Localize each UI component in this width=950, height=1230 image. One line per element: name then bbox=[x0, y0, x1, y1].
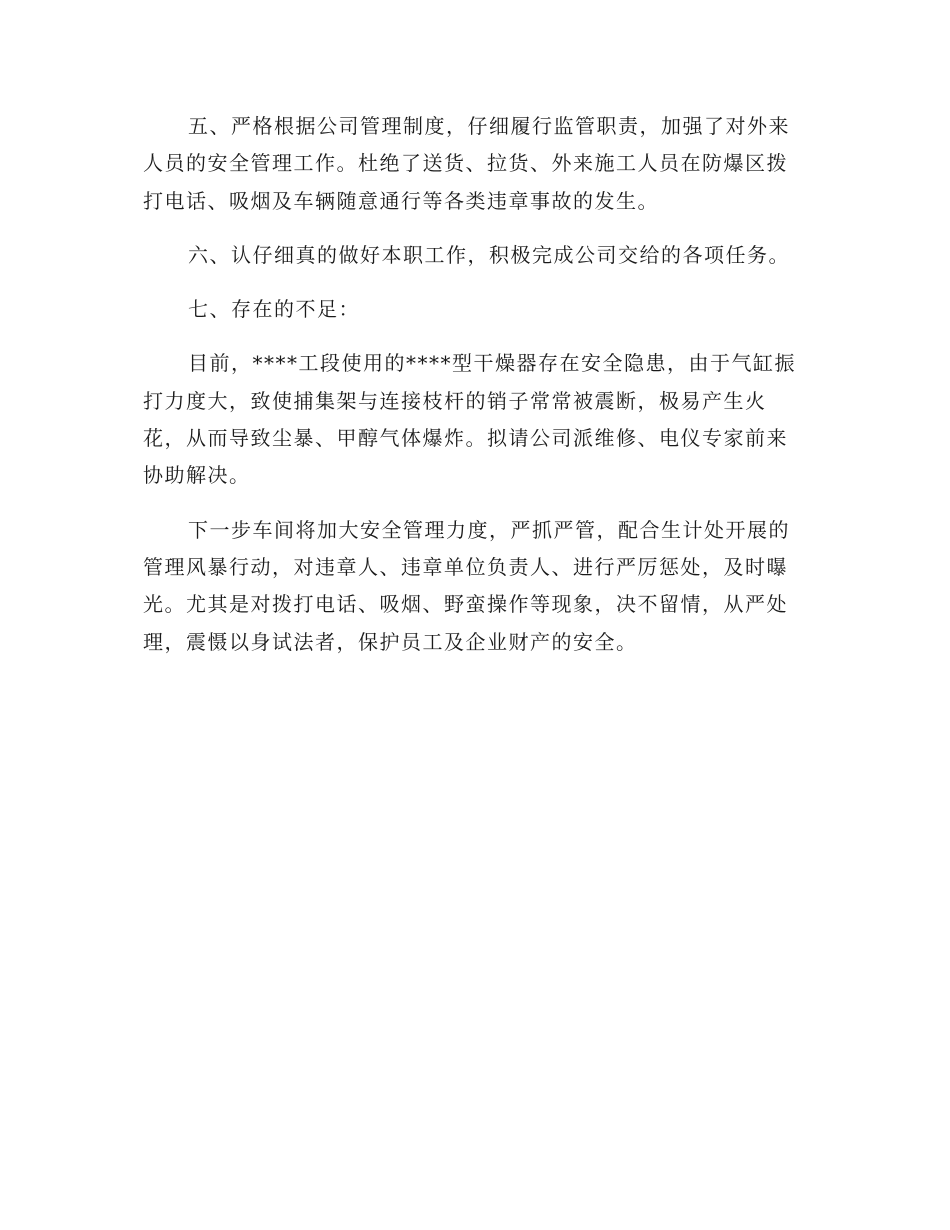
text-line: 打力度大，致使捕集架与连接枝杆的销子常常被震断，极易产生火 bbox=[143, 388, 767, 413]
text-line: 管理风暴行动，对违章人、违章单位负责人、进行严厉惩处，及时曝 bbox=[143, 554, 788, 579]
paragraph-shortcomings bbox=[143, 345, 795, 494]
paragraph-next-steps bbox=[143, 512, 795, 661]
text-line: 协助解决。 bbox=[143, 463, 251, 488]
paragraph-seven-heading bbox=[143, 291, 795, 328]
text-line: 花，从而导致尘暴、甲醇气体爆炸。拟请公司派维修、电仪专家前来 bbox=[143, 426, 788, 451]
text-line: 五、严格根据公司管理制度，仔细履行监管职责，加强了对外来 bbox=[188, 114, 790, 138]
text-line: 目前，****工段使用的****型干燥器存在安全隐患，由于气缸振 bbox=[188, 351, 796, 376]
text-line: 人员的安全管理工作。杜绝了送货、拉货、外来施工人员在防爆区拨 bbox=[143, 151, 788, 176]
text-line: 下一步车间将加大安全管理力度，严抓严管，配合生计处开展的 bbox=[188, 517, 790, 542]
text-line: 七、存在的不足： bbox=[188, 297, 360, 322]
text-line: 理，震慑以身试法者，保护员工及企业财产的安全。 bbox=[143, 629, 638, 654]
paragraph-five bbox=[143, 108, 795, 220]
text-line: 打电话、吸烟及车辆随意通行等各类违章事故的发生。 bbox=[143, 188, 659, 213]
text-line: 光。尤其是对拨打电话、吸烟、野蛮操作等现象，决不留情，从严处 bbox=[143, 592, 788, 617]
document-body bbox=[143, 108, 795, 678]
text-line: 六、认仔细真的做好本职工作，积极完成公司交给的各项任务。 bbox=[188, 242, 790, 267]
paragraph-six bbox=[143, 237, 795, 274]
